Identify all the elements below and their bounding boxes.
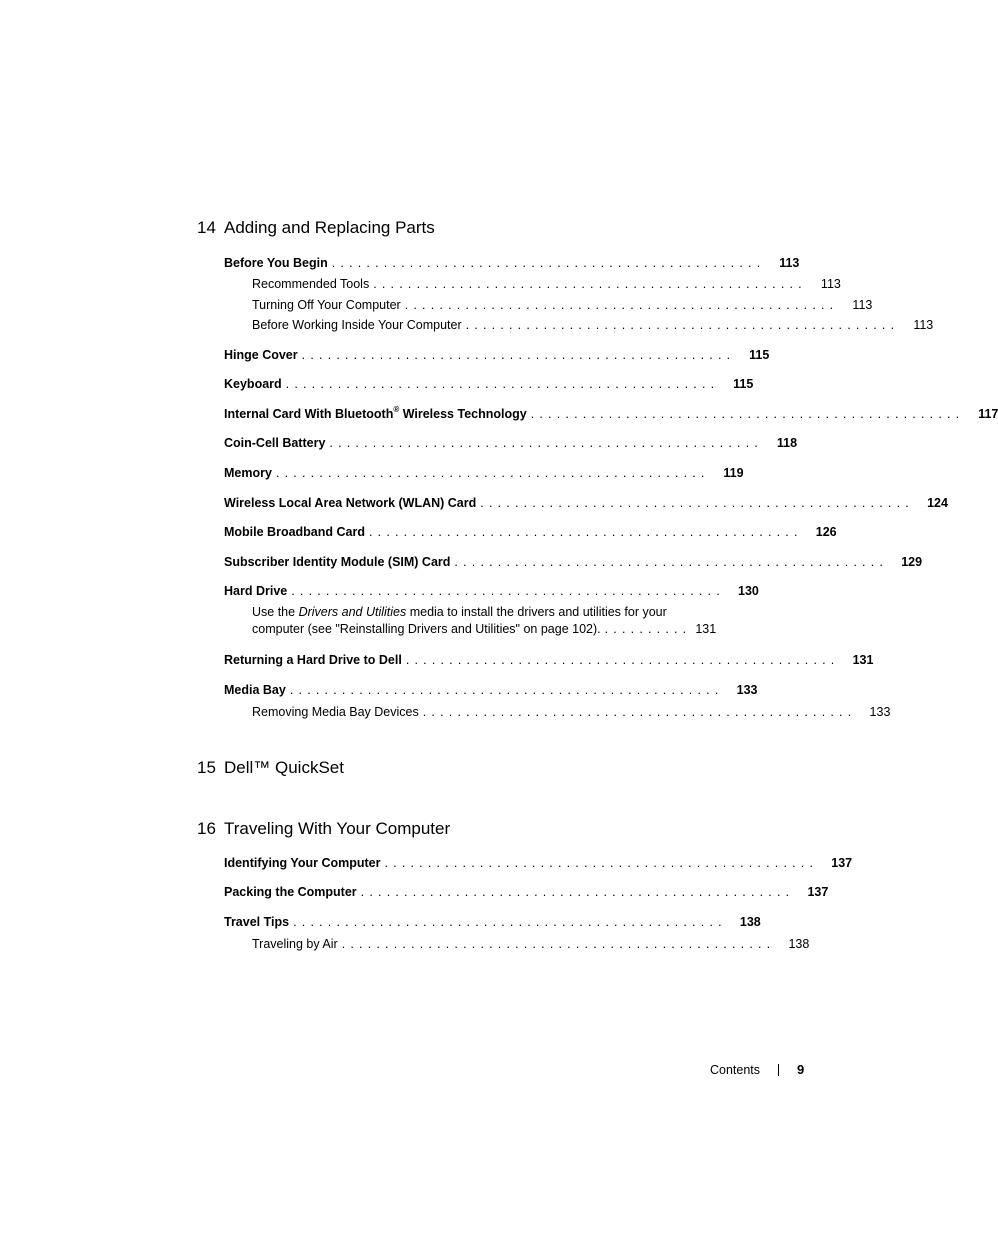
toc-entry-memory[interactable]	[224, 466, 744, 481]
toc-entry-title: Coin-Cell Battery	[224, 436, 326, 450]
page-footer	[710, 1062, 804, 1077]
chapter-title: Traveling With Your Computer	[224, 819, 451, 838]
toc-entry-title: Memory	[224, 466, 272, 480]
leader-dots: ..................................................	[301, 348, 736, 362]
toc-entry-page: 138	[788, 937, 810, 951]
toc-entry-line: Use the Drivers and Utilities media to install the drivers and utilities for your	[252, 605, 667, 619]
toc-entry-page: 117	[978, 407, 998, 421]
leader-dots: ..................................................	[331, 256, 766, 270]
toc-entry-turning-off[interactable]	[252, 298, 873, 313]
leader-dots: ..................................................	[422, 705, 857, 719]
toc-entry-page: 137	[807, 885, 829, 899]
toc-entry-title: Wireless Local Area Network (WLAN) Card	[224, 496, 477, 510]
leader-dots: ..................................................	[289, 683, 724, 697]
chapter-number: 15	[197, 758, 216, 777]
toc-entry-travel-tips[interactable]	[224, 915, 761, 930]
leader-dots: ..................................................	[341, 937, 776, 951]
toc-entry-title: Subscriber Identity Module (SIM) Card	[224, 555, 451, 569]
footer-divider	[778, 1064, 779, 1076]
leader-dots: ..........	[604, 622, 692, 636]
toc-entry-mobile-broadband[interactable]	[224, 525, 837, 540]
toc-entry-packing-computer[interactable]	[224, 885, 829, 900]
toc-entry-returning-hard-drive[interactable]	[224, 653, 874, 668]
toc-entry-title: Travel Tips	[224, 915, 290, 929]
toc-entry-wlan-card[interactable]	[224, 496, 948, 511]
toc-entry-page: 137	[831, 856, 853, 870]
leader-dots: ..................................................	[291, 584, 725, 598]
toc-entry-identifying-computer[interactable]	[224, 856, 853, 871]
toc-entry-title: Before Working Inside Your Computer	[252, 318, 462, 332]
toc-entry-page: 131	[695, 622, 717, 636]
toc-entry-before-you-begin[interactable]	[224, 256, 800, 271]
toc-entry-page: 131	[852, 653, 874, 667]
toc-entry-page: 119	[723, 466, 744, 480]
toc-entry-coin-cell-battery[interactable]	[224, 436, 798, 451]
toc-entry-title: Internal Card With Bluetooth® Wireless Technology	[224, 405, 527, 421]
toc-entry-page: 118	[776, 436, 798, 450]
toc-entry-page: 133	[736, 683, 758, 697]
toc-entry-title: Mobile Broadband Card	[224, 525, 365, 539]
leader-dots: ..................................................	[530, 407, 965, 421]
toc-entry-hinge-cover[interactable]	[224, 348, 770, 363]
toc-entry-page: 113	[779, 256, 800, 270]
toc-entry-internal-card-bluetooth[interactable]	[224, 405, 998, 422]
leader-dots: ..................................................	[293, 915, 727, 929]
toc-entry-page: 124	[927, 496, 948, 510]
chapter-16-heading	[197, 819, 450, 839]
toc-entry-recommended-tools[interactable]	[252, 277, 841, 292]
leader-dots: ..................................................	[373, 277, 807, 291]
toc-entry-title: Media Bay	[224, 683, 286, 697]
toc-entry-page: 133	[869, 705, 891, 719]
leader-dots: ..................................................	[404, 298, 839, 312]
footer-label: Contents	[710, 1062, 761, 1077]
leader-dots: ..................................................	[360, 885, 795, 899]
toc-entry-media-bay[interactable]	[224, 683, 758, 698]
toc-entry-title: Before You Begin	[224, 256, 328, 270]
toc-entry-page: 115	[749, 348, 770, 362]
toc-entry-page: 113	[913, 318, 934, 332]
toc-entry-title: Keyboard	[224, 377, 282, 391]
toc-entry-title: Recommended Tools	[252, 277, 370, 291]
toc-entry-traveling-by-air[interactable]	[252, 937, 810, 952]
toc-entry-title: Turning Off Your Computer	[252, 298, 401, 312]
leader-dots: ..................................................	[454, 555, 889, 569]
leader-dots: ..................................................	[329, 436, 764, 450]
chapter-15-heading	[197, 758, 344, 778]
toc-entry-sim-card[interactable]	[224, 555, 923, 570]
toc-entry-page: 130	[738, 584, 759, 598]
toc-entry-title: Hard Drive	[224, 584, 288, 598]
footer-page-number: 9	[797, 1062, 805, 1077]
toc-entry-keyboard[interactable]	[224, 377, 754, 392]
toc-entry-before-working[interactable]	[252, 318, 934, 333]
chapter-number: 14	[197, 218, 216, 237]
toc-entry-page: 129	[901, 555, 923, 569]
toc-entry-drivers-utilities[interactable]	[252, 604, 717, 638]
chapter-14-heading	[197, 218, 435, 238]
toc-entry-title: Packing the Computer	[224, 885, 357, 899]
toc-entry-title: Identifying Your Computer	[224, 856, 381, 870]
toc-entry-page: 115	[733, 377, 754, 391]
toc-entry-page: 113	[820, 277, 841, 291]
toc-entry-line: computer (see "Reinstalling Drivers and Utilities" on page 102). .......... 131	[252, 622, 717, 636]
leader-dots: ..................................................	[285, 377, 720, 391]
leader-dots: ..................................................	[275, 466, 710, 480]
toc-entry-title: Hinge Cover	[224, 348, 298, 362]
leader-dots: ..................................................	[405, 653, 840, 667]
toc-entry-page: 138	[739, 915, 761, 929]
toc-entry-page: 113	[852, 298, 873, 312]
toc-entry-title: Traveling by Air	[252, 937, 338, 951]
toc-entry-hard-drive[interactable]	[224, 584, 759, 599]
chapter-number: 16	[197, 819, 216, 838]
chapter-title: Adding and Replacing Parts	[224, 218, 435, 237]
leader-dots: ..................................................	[368, 525, 803, 539]
toc-entry-title: Returning a Hard Drive to Dell	[224, 653, 402, 667]
leader-dots: ..................................................	[384, 856, 819, 870]
toc-entry-title: Removing Media Bay Devices	[252, 705, 419, 719]
leader-dots: ..................................................	[465, 318, 900, 332]
leader-dots: ..................................................	[480, 496, 914, 510]
toc-entry-removing-media-bay[interactable]	[252, 705, 891, 720]
toc-entry-page: 126	[815, 525, 837, 539]
chapter-title: Dell™ QuickSet	[224, 758, 344, 777]
